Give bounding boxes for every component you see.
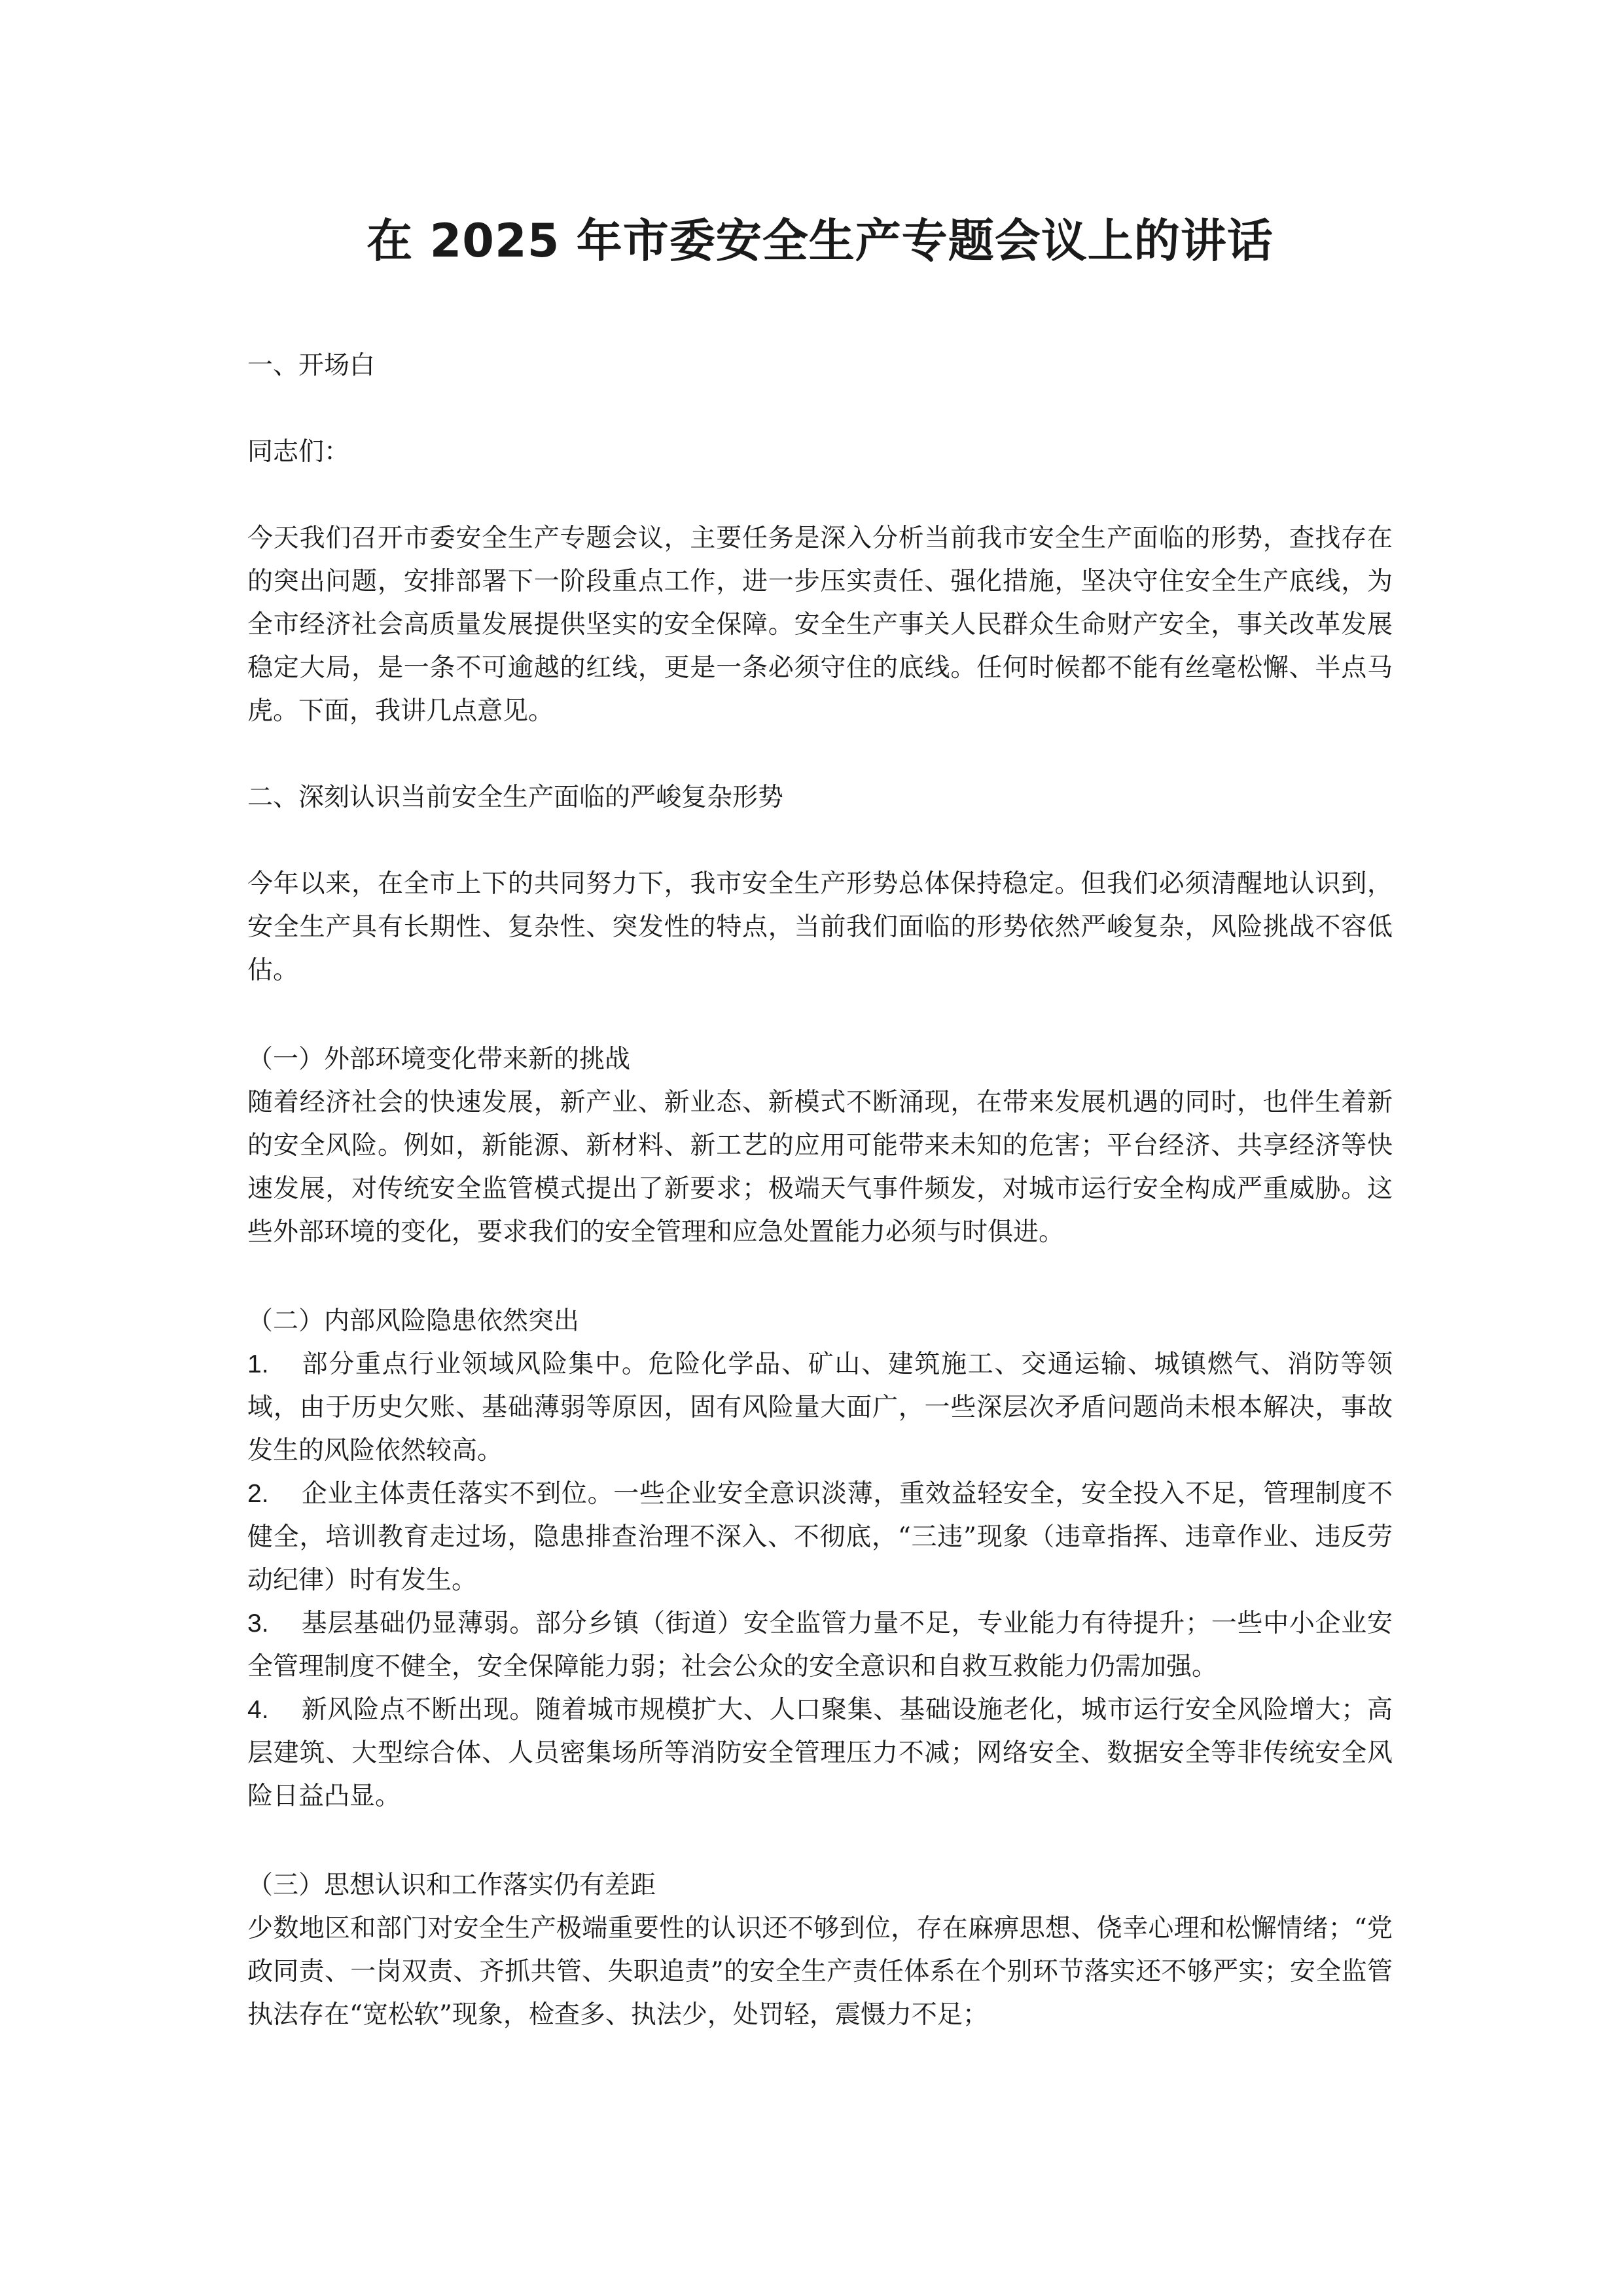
- list-item: [247, 1473, 1393, 1602]
- section-heading-opening: 一、开场白: [247, 351, 376, 380]
- document-body: [247, 208, 1393, 2037]
- list-item-text: 企业主体责任落实不到位。一些企业安全意识淡薄，重效益轻安全，安全投入不足，管理制度不健全，培训教育走过场，隐患排查治理不深入、不彻底，“三违”现象（违章指挥、违章作业、违反劳动纪律）时有发生。: [247, 1479, 1393, 1595]
- subsection-heading-internal: （二）内部风险隐患依然突出: [247, 1306, 580, 1336]
- list-item: [247, 1689, 1393, 1818]
- list-item-number: 4.: [247, 1696, 269, 1724]
- situation-paragraph: 今年以来，在全市上下的共同努力下，我市安全生产形势总体保持稳定。但我们必须清醒地认识到，安全生产具有长期性、复杂性、突发性的特点，当前我们面临的形势依然严峻复杂，风险挑战不容低估。: [247, 869, 1393, 985]
- list-item-text: 基层基础仍显薄弱。部分乡镇（街道）安全监管力量不足，专业能力有待提升；一些中小企业安全管理制度不健全，安全保障能力弱；社会公众的安全意识和自救互救能力仍需加强。: [247, 1609, 1393, 1681]
- list-item: [247, 1343, 1393, 1473]
- list-item-text: 部分重点行业领域风险集中。危险化学品、矿山、建筑施工、交通运输、城镇燃气、消防等领域，由于历史欠账、基础薄弱等原因，固有风险量大面广，一些深层次矛盾问题尚未根本解决，事故发生的风险依然较高。: [247, 1350, 1393, 1465]
- list-item-number: 2.: [247, 1480, 269, 1508]
- external-paragraph: 随着经济社会的快速发展，新产业、新业态、新模式不断涌现，在带来发展机遇的同时，也伴生着新的安全风险。例如，新能源、新材料、新工艺的应用可能带来未知的危害；平台经济、共享经济等快速发展，对传统安全监管模式提出了新要求；极端天气事件频发，对城市运行安全构成严重威胁。这些外部环境的变化，要求我们的安全管理和应急处置能力必须与时俱进。: [247, 1088, 1393, 1247]
- page-title: 在 2025 年市委安全生产专题会议上的讲话: [366, 214, 1274, 268]
- implementation-paragraph: 少数地区和部门对安全生产极端重要性的认识还不够到位，存在麻痹思想、侥幸心理和松懈情绪；“党政同责、一岗双责、齐抓共管、失职追责”的安全生产责任体系在个别环节落实还不够严实；安全监管执法存在“宽松软”现象，检查多、执法少，处罚轻，震慑力不足；: [247, 1914, 1393, 2030]
- subsection-heading-implementation: （三）思想认识和工作落实仍有差距: [247, 1871, 656, 1900]
- list-item: [247, 1602, 1393, 1689]
- section-heading-situation: 二、深刻认识当前安全生产面临的严峻复杂形势: [247, 783, 784, 812]
- greeting: 同志们：: [247, 437, 350, 467]
- subsection-heading-external: （一）外部环境变化带来新的挑战: [247, 1045, 631, 1074]
- list-item-text: 新风险点不断出现。随着城市规模扩大、人口聚集、基础设施老化，城市运行安全风险增大；高层建筑、大型综合体、人员密集场所等消防安全管理压力不减；网络安全、数据安全等非传统安全风险日益凸显。: [247, 1695, 1393, 1811]
- list-item-number: 1.: [247, 1350, 269, 1378]
- list-item-number: 3.: [247, 1609, 269, 1638]
- intro-paragraph: 今天我们召开市委安全生产专题会议，主要任务是深入分析当前我市安全生产面临的形势，查找存在的突出问题，安排部署下一阶段重点工作，进一步压实责任、强化措施，坚决守住安全生产底线，为全市经济社会高质量发展提供坚实的安全保障。安全生产事关人民群众生命财产安全，事关改革发展稳定大局，是一条不可逾越的红线，更是一条必须守住的底线。任何时候都不能有丝毫松懈、半点马虎。下面，我讲几点意见。: [247, 524, 1393, 726]
